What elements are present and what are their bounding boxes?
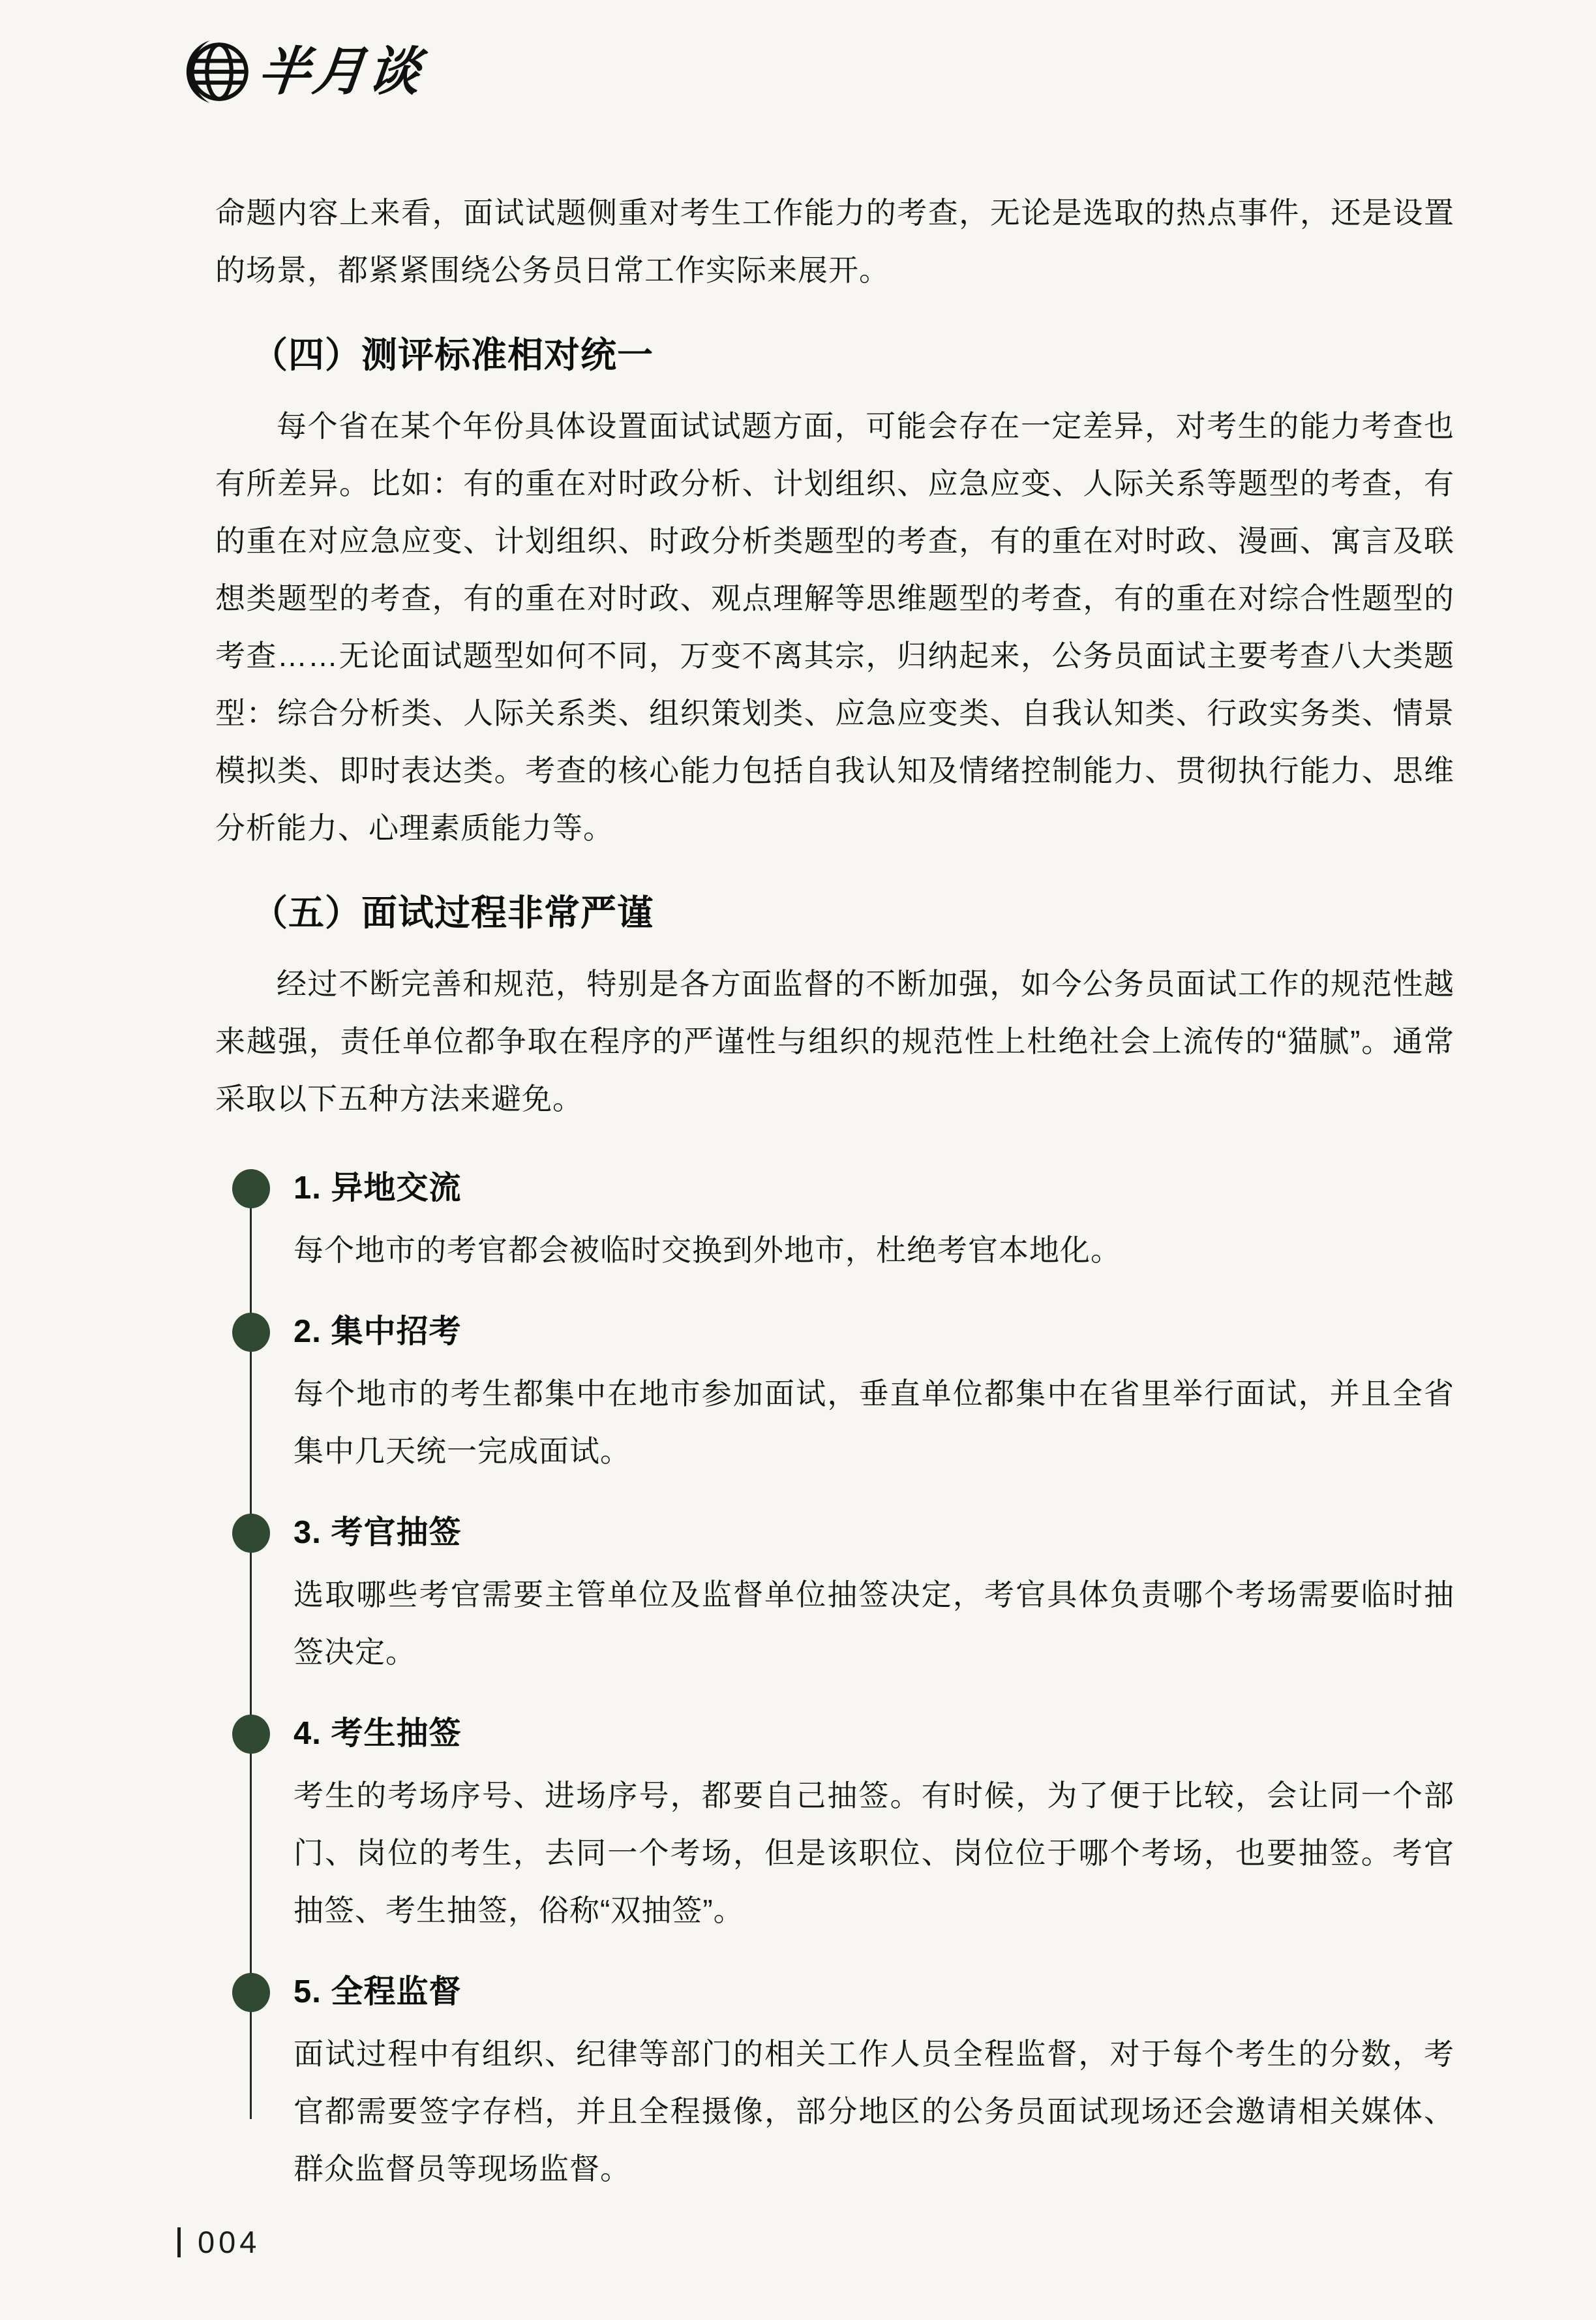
bullet-dot-icon bbox=[233, 1974, 269, 2011]
method-title: 5. 全程监督 bbox=[294, 1974, 462, 2009]
page-content bbox=[215, 184, 1454, 2227]
method-title: 4. 考生抽签 bbox=[294, 1715, 462, 1751]
method-body: 每个地市的考生都集中在地市参加面试，垂直单位都集中在省里举行面试，并且全省集中几天统一完成面试。 bbox=[294, 1376, 1454, 1468]
method-title: 2. 集中招考 bbox=[294, 1313, 462, 1349]
bullet-dot-icon bbox=[233, 1314, 269, 1351]
section4-body: 每个省在某个年份具体设置面试试题方面，可能会存在一定差异，对考生的能力考查也有所差异。比如：有的重在对时政分析、计划组织、应急应变、人际关系等题型的考查，有的重在对应急应变、计划组织、时政分析类题型的考查，有的重在对时政、漫画、寓言及联想类题型的考查，有的重在对时政、观点理解等思维题型的考查，有的重在对综合性题型的考查……无论面试题型如何不同，万变不离其宗，归纳起来，公务员面试主要考查八大类题型：综合分析类、人际关系类、组织策划类、应急应变类、自我认知类、行政实务类、情景模拟类、即时表达类。考查的核心能力包括自我认知及情绪控制能力、贯彻执行能力、思维分析能力、心理素质能力等。 bbox=[215, 408, 1454, 845]
bullet-dot-icon bbox=[233, 1170, 269, 1207]
timeline-item-head bbox=[233, 1510, 1454, 1557]
method-body: 考生的考场序号、进场序号，都要自己抽签。有时候，为了便于比较，会让同一个部门、岗位的考生，去同一个考场，但是该职位、岗位位于哪个考场，也要抽签。考官抽签、考生抽签，俗称“双抽签”。 bbox=[294, 1778, 1454, 1927]
timeline-item-5 bbox=[233, 1969, 1454, 2197]
intro-paragraph: 命题内容上来看，面试试题侧重对考生工作能力的考查，无论是选取的热点事件，还是设置的场景，都紧紧围绕公务员日常工作实际来展开。 bbox=[215, 196, 1454, 287]
page-footer bbox=[177, 2224, 260, 2260]
timeline-item-head bbox=[233, 1969, 1454, 2016]
page-number: 004 bbox=[198, 2225, 261, 2259]
method-title: 3. 考官抽签 bbox=[294, 1514, 462, 1550]
section4-heading: （四）测评标准相对统一 bbox=[252, 335, 654, 375]
footer-divider bbox=[177, 2227, 181, 2257]
timeline-item-3 bbox=[233, 1510, 1454, 1681]
section5-body: 经过不断完善和规范，特别是各方面监督的不断加强，如今公务员面试工作的规范性越来越强，责任单位都争取在程序的严谨性与组织的规范性上杜绝社会上流传的“猫腻”。通常采取以下五种方法来避免。 bbox=[215, 966, 1454, 1116]
method-body: 选取哪些考官需要主管单位及监督单位抽签决定，考官具体负责哪个考场需要临时抽签决定。 bbox=[294, 1577, 1454, 1669]
bullet-dot-icon bbox=[233, 1716, 269, 1752]
timeline-item-4 bbox=[233, 1711, 1454, 1939]
methods-timeline bbox=[233, 1165, 1454, 2197]
timeline-item-1 bbox=[233, 1165, 1454, 1279]
timeline-item-2 bbox=[233, 1309, 1454, 1480]
method-body: 每个地市的考官都会被临时交换到外地市，杜绝考官本地化。 bbox=[294, 1232, 1121, 1267]
method-body: 面试过程中有组织、纪律等部门的相关工作人员全程监督，对于每个考生的分数，考官都需要签字存档，并且全程摄像，部分地区的公务员面试现场还会邀请相关媒体、群众监督员等现场监督。 bbox=[294, 2036, 1454, 2186]
method-title: 1. 异地交流 bbox=[294, 1170, 462, 1206]
section5-heading: （五）面试过程非常严谨 bbox=[252, 892, 654, 933]
globe-logo-icon bbox=[184, 38, 252, 106]
logo-text: 半月谈 bbox=[255, 42, 426, 100]
timeline-item-head bbox=[233, 1711, 1454, 1758]
timeline-item-head bbox=[233, 1165, 1454, 1212]
timeline-item-head bbox=[233, 1309, 1454, 1356]
logo bbox=[184, 38, 426, 106]
bullet-dot-icon bbox=[233, 1515, 269, 1551]
